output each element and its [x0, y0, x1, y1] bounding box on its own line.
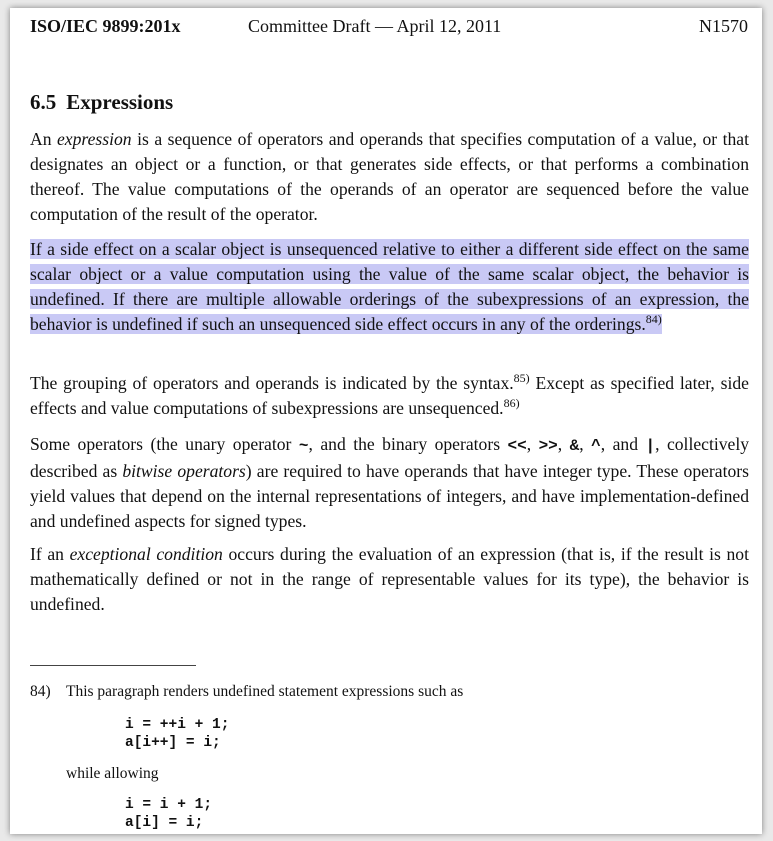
p4-text-a: Some operators (the unary operator	[30, 434, 299, 454]
footnote-ref-86[interactable]: 86)	[503, 396, 520, 410]
p4-text-g: , collectively described as	[30, 434, 750, 481]
operator-shift-right: >>	[538, 437, 558, 455]
paragraph-4	[30, 432, 749, 534]
operator-or: |	[645, 437, 656, 455]
p4-sep: , and	[600, 434, 646, 454]
p5-text-a: If an	[30, 544, 70, 564]
paragraph-1	[30, 127, 749, 227]
term-expression: expression	[57, 129, 132, 149]
document-page	[10, 8, 762, 834]
p4-sep: ,	[579, 434, 592, 454]
draft-info: Committee Draft — April 12, 2011	[248, 16, 502, 36]
paragraph-5	[30, 542, 749, 617]
footnote-number: 84)	[30, 683, 51, 700]
operator-and: &	[569, 437, 580, 455]
page-header	[30, 16, 748, 40]
term-exceptional-condition: exceptional condition	[69, 544, 223, 564]
operator-xor: ^	[591, 437, 601, 455]
section-number: 6.5	[30, 90, 57, 114]
code-line-4: a[i] = i;	[125, 815, 204, 831]
footnote-divider	[30, 665, 196, 666]
section-title: Expressions	[66, 90, 174, 114]
p4-text-h: ) are required to have operands that have integer type. These operators yield values that depend on the internal representations of integers, and have implementation-defined and undefined aspects for signed types.	[30, 461, 749, 531]
code-line-2: a[i++] = i;	[125, 735, 221, 751]
p1-text-b: is a sequence of operators and operands that specifies computation of a value, or that designates an object or a function, or that generates side effects, or that performs a combination thereof. The value computations of the operands of an operator are sequenced before the value computation of the result of the operator.	[30, 129, 749, 224]
standard-id: ISO/IEC 9899:201x	[30, 16, 181, 36]
paragraph-2-highlighted[interactable]	[30, 237, 749, 337]
p1-text-a: An	[30, 129, 57, 149]
p2-text: If a side effect on a scalar object is unsequenced relative to either a different side effect on the same scalar object or a value computation using the value of the same scalar object, the behavior is undefined. If there are multiple allowable orderings of the subexpressions of an expression, the behavior is undefined if such an unsequenced side effect occurs in any of the orderings.	[30, 239, 749, 334]
code-line-1: i = ++i + 1;	[125, 717, 230, 733]
p5-text-b: occurs during the evaluation of an expression (that is, if the result is not mathematically defined or not in the range of representable values for its type), the behavior is undefined.	[30, 544, 749, 614]
doc-number: N1570	[699, 16, 748, 36]
p4-text-b: , and the binary operators	[308, 434, 508, 454]
operator-tilde: ~	[298, 437, 309, 455]
p3-text-b: Except as specified later, side effects and value computations of subexpressions are unsequenced.	[30, 373, 749, 418]
footnote-ref-84[interactable]: 84)	[645, 312, 662, 326]
p4-sep: ,	[526, 434, 539, 454]
footnote-ref-85[interactable]: 85)	[513, 371, 530, 385]
highlighted-selection[interactable]	[30, 239, 749, 334]
footnote-while-text: while allowing	[66, 765, 159, 782]
p4-sep: ,	[557, 434, 570, 454]
p3-text-a: The grouping of operators and operands is indicated by the syntax.	[30, 373, 514, 393]
code-line-3: i = i + 1;	[125, 797, 213, 813]
paragraph-3	[30, 371, 749, 421]
operator-shift-left: <<	[507, 437, 527, 455]
section-heading	[30, 90, 173, 115]
term-bitwise-operators: bitwise operators	[122, 461, 246, 481]
footnote-text: This paragraph renders undefined statement expressions such as	[66, 683, 464, 700]
